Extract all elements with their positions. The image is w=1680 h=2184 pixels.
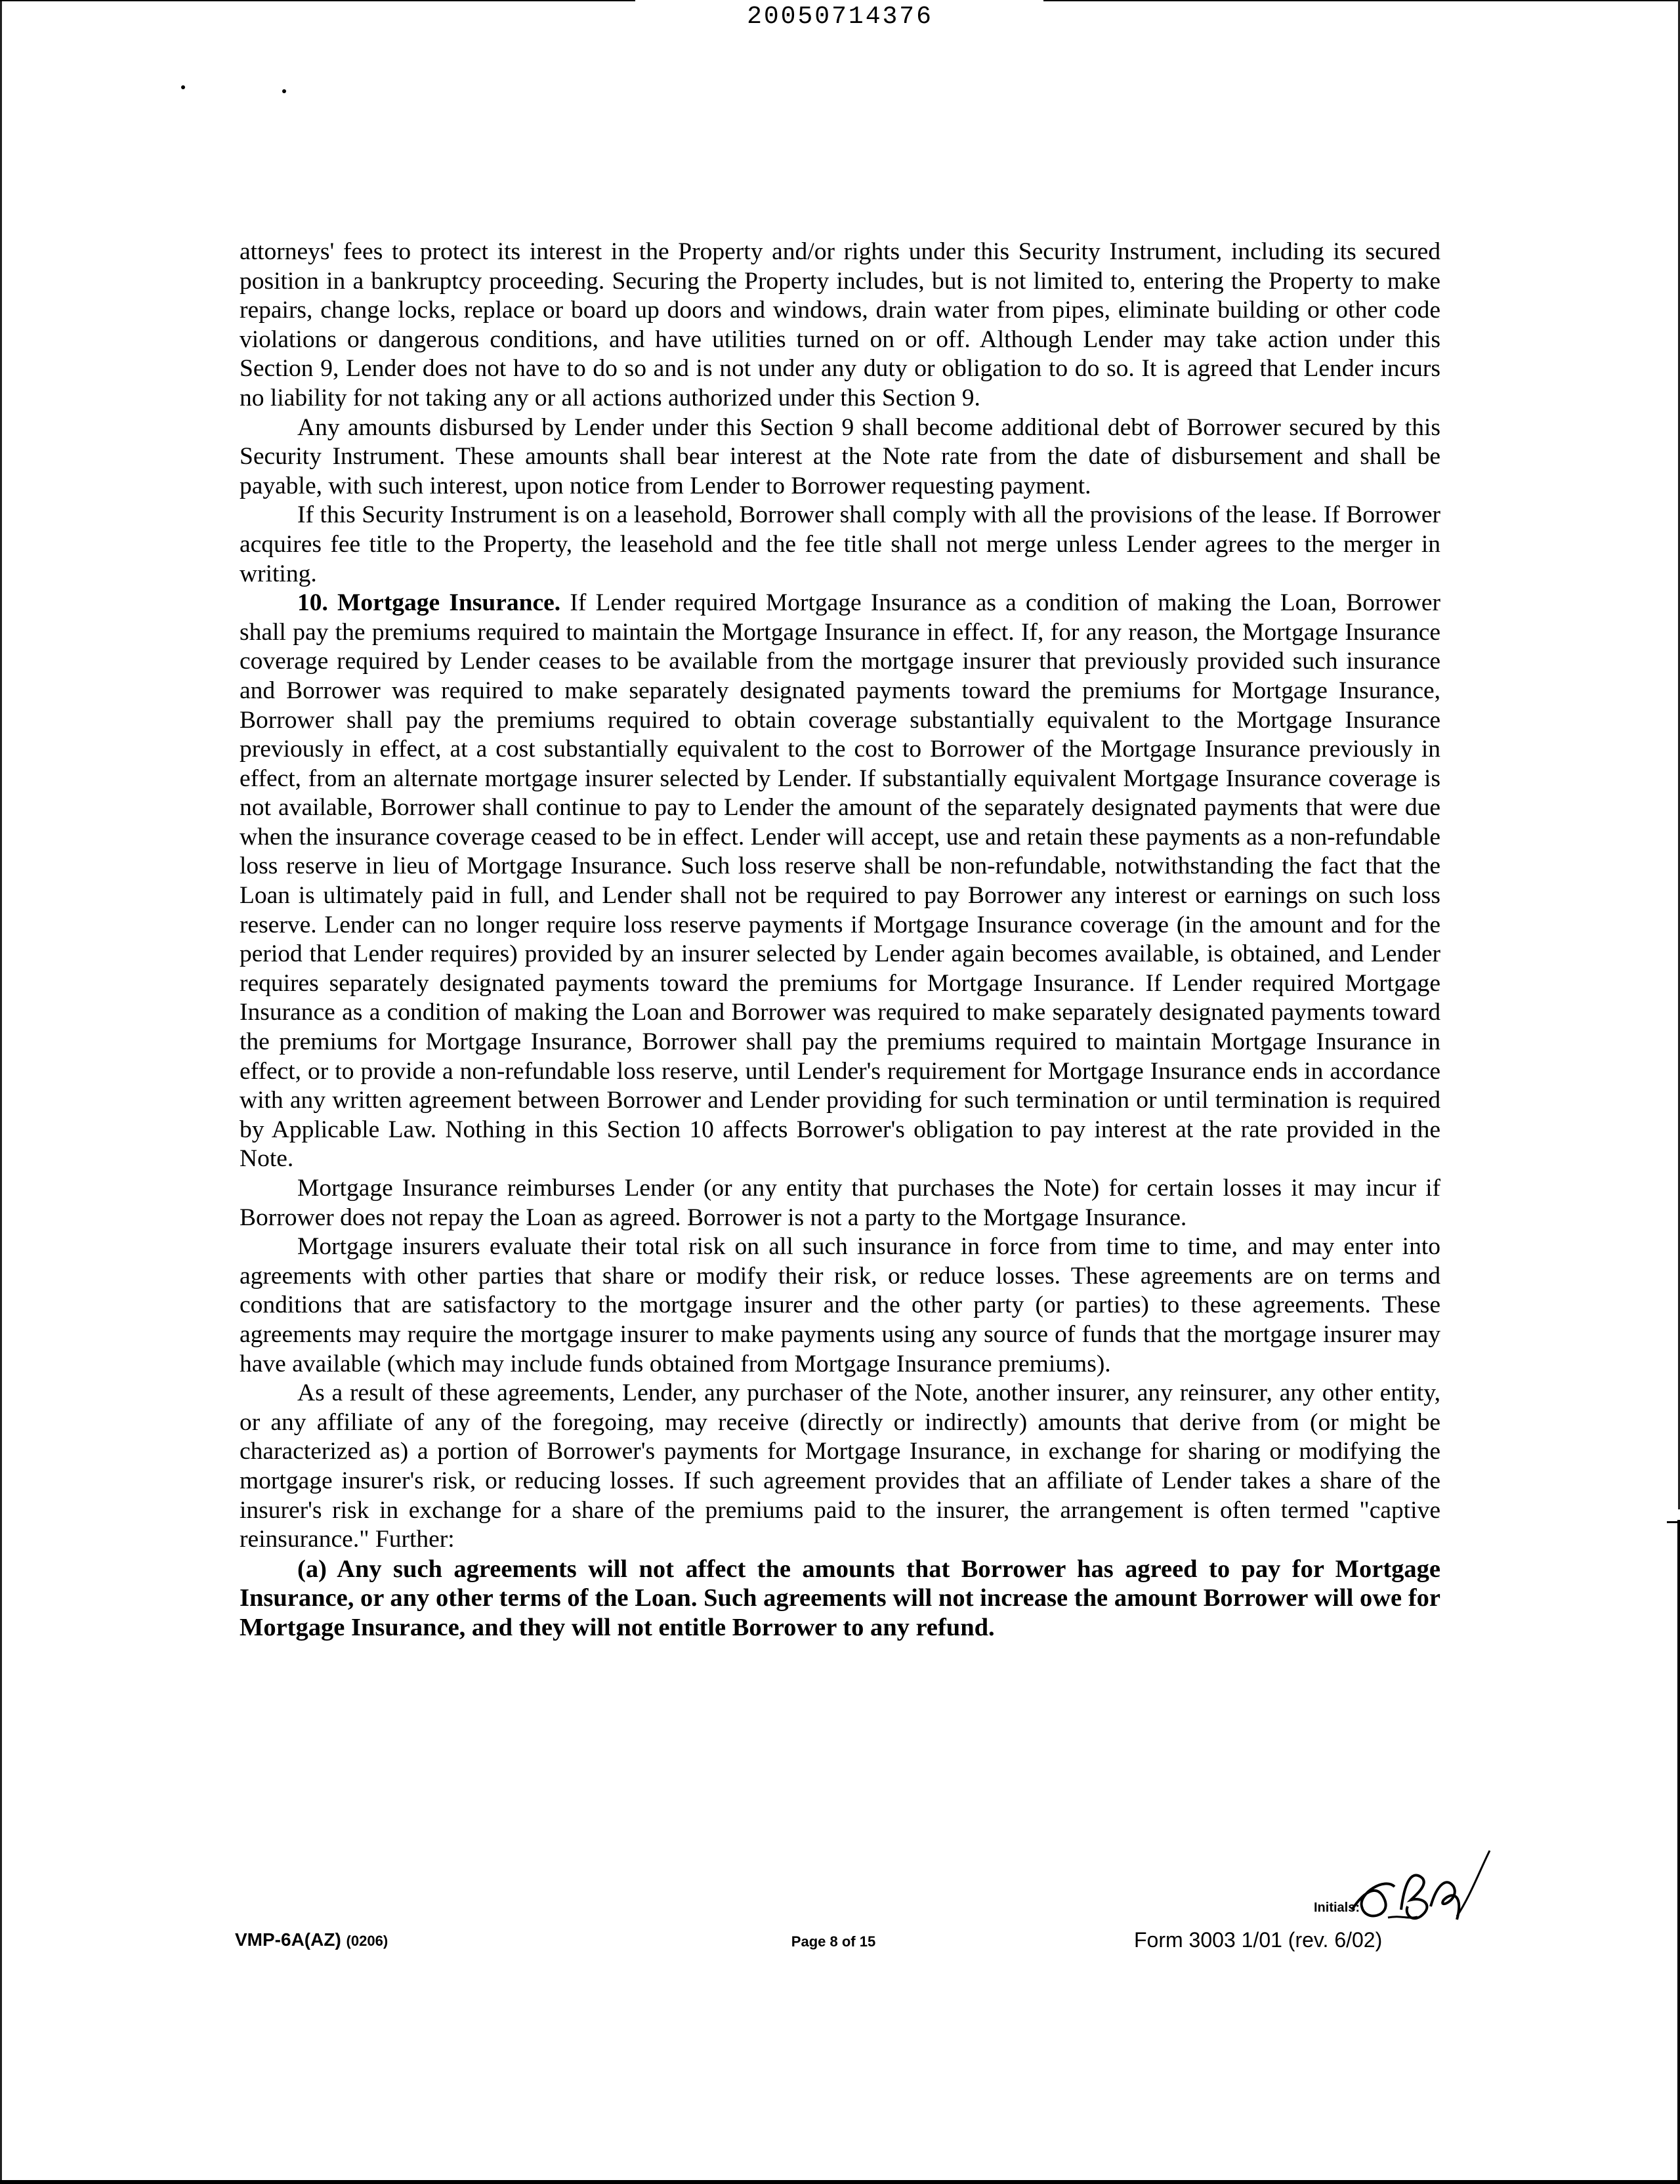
paragraph-clause-a: (a) Any such agreements will not affect the amounts that Borrower has agreed to pay for Mortgage Insurance, or any other terms of the Loan. Such agreements will not increase the amount Borrower will owe for Mortgage Insurance, and they will not entitle Borrower to any refund.	[240, 1555, 1440, 1641]
scan-margin-tick	[1667, 1521, 1677, 1523]
paragraph-leasehold: If this Security Instrument is on a leasehold, Borrower shall comply with all the provisions of the lease. If Borrower acquires fee title to the Property, the leasehold and the fee title shall not merge unless Lender agrees to the merger in writing.	[240, 501, 1440, 587]
paragraph-section-9-continued: attorneys' fees to protect its interest in the Property and/or rights under this Security Instrument, including its secured position in a bankruptcy proceeding. Securing the Property includes, but is not limited to, entering the Property to make repairs, change locks, replace or board up doors and windows, drain water from pipes, eliminate building or other code violations or dangerous conditions, and have utilities turned on or off. Although Lender may take action under this Section 9, Lender does not have to do so and is not under any duty or obligation to do so. It is agreed that Lender incurs no liability for not taking any or all actions authorized under this Section 9.	[240, 238, 1440, 411]
page-number: Page 8 of 15	[791, 1933, 876, 1950]
form-code-suffix: (0206)	[346, 1933, 388, 1949]
section-10-heading: 10. Mortgage Insurance.	[297, 589, 561, 617]
scan-speck	[282, 89, 286, 93]
form-number: Form 3003 1/01 (rev. 6/02)	[1134, 1928, 1383, 1952]
form-code	[235, 1929, 388, 1950]
recording-number: 20050714376	[747, 3, 933, 31]
initials-signature	[1339, 1838, 1496, 1936]
scan-left-edge	[0, 0, 2, 2184]
scan-speck	[181, 85, 185, 89]
section-10-text: If Lender required Mortgage Insurance as a condition of making the Loan, Borrower shall pay the premiums required to maintain the Mortgage Insurance in effect. If, for any reason, the Mortgage Insurance coverage required by Lender ceases to be available from the mortgage insurer that previously provided such insurance and Borrower was required to make separately designated payments toward the premiums for Mortgage Insurance, Borrower shall pay the premiums required to obtain coverage substantially equivalent to the Mortgage Insurance previously in effect, at a cost substantially equivalent to the cost to Borrower of the Mortgage Insurance previously in effect, from an alternate mortgage insurer selected by Lender. If substantially equivalent Mortgage Insurance coverage is not available, Borrower shall continue to pay to Lender the amount of the separately designated payments that were due when the insurance coverage ceased to be in effect. Lender will accept, use and retain these payments as a non-refundable loss reserve in lieu of Mortgage Insurance. Such loss reserve shall be non-refundable, notwithstanding the fact that the Loan is ultimately paid in full, and Lender shall not be required to pay Borrower any interest or earnings on such loss reserve. Lender can no longer require loss reserve payments if Mortgage Insurance coverage (in the amount and for the period that Lender requires) provided by an insurer selected by Lender again becomes available, is obtained, and Lender requires separately designated payments toward the premiums for Mortgage Insurance. If Lender required Mortgage Insurance as a condition of making the Loan and Borrower was required to make separately designated payments toward the premiums for Mortgage Insurance, Borrower shall pay the premiums required to maintain Mortgage Insurance in effect, or to provide a non-refundable loss reserve, until Lender's requirement for Mortgage Insurance ends in accordance with any written agreement between Borrower and Lender providing for such termination or until termination is required by Applicable Law. Nothing in this Section 10 affects Borrower's obligation to pay interest at the rate provided in the Note.	[240, 589, 1440, 1173]
paragraph-mortgage-insurers: Mortgage insurers evaluate their total risk on all such insurance in force from time to time, and may enter into agreements with other parties that share or modify their risk, or reduce losses. These agreements are on terms and conditions that are satisfactory to the mortgage insurer and the other party (or parties) to these agreements. These agreements may require the mortgage insurer to make payments using any source of funds that the mortgage insurer may have available (which may include funds obtained from Mortgage Insurance premiums).	[240, 1233, 1440, 1377]
form-code-main: VMP-6A(AZ)	[235, 1929, 341, 1950]
scan-bottom-edge	[0, 2180, 1680, 2184]
paragraph-disbursed-amounts: Any amounts disbursed by Lender under this Section 9 shall become additional debt of Borrower secured by this Security Instrument. These amounts shall bear interest at the Note rate from the date of disbursement and shall be payable, with such interest, upon notice from Lender to Borrower requesting payment.	[240, 413, 1440, 499]
initials-label: Initials:	[1314, 1900, 1360, 1915]
document-body	[240, 238, 1440, 1643]
paragraph-section-10	[240, 589, 1440, 1174]
paragraph-captive-reinsurance: As a result of these agreements, Lender, any purchaser of the Note, another insurer, any reinsurer, any other entity, or any affiliate of any of the foregoing, may receive (directly or indirectly) amounts that derive from (or might be characterized as) a portion of Borrower's payments for Mortgage Insurance, in exchange for sharing or modifying the mortgage insurer's risk, or reducing losses. If such agreement provides that an affiliate of Lender takes a share of the insurer's risk in exchange for a share of the premiums paid to the insurer, the arrangement is often termed "captive reinsurance." Further:	[240, 1379, 1440, 1553]
paragraph-reimbursement: Mortgage Insurance reimburses Lender (or any entity that purchases the Note) for certain losses it may incur if Borrower does not repay the Loan as agreed. Borrower is not a party to the Mortgage Insurance.	[240, 1175, 1440, 1231]
scan-right-edge-dark	[1677, 1520, 1680, 2184]
